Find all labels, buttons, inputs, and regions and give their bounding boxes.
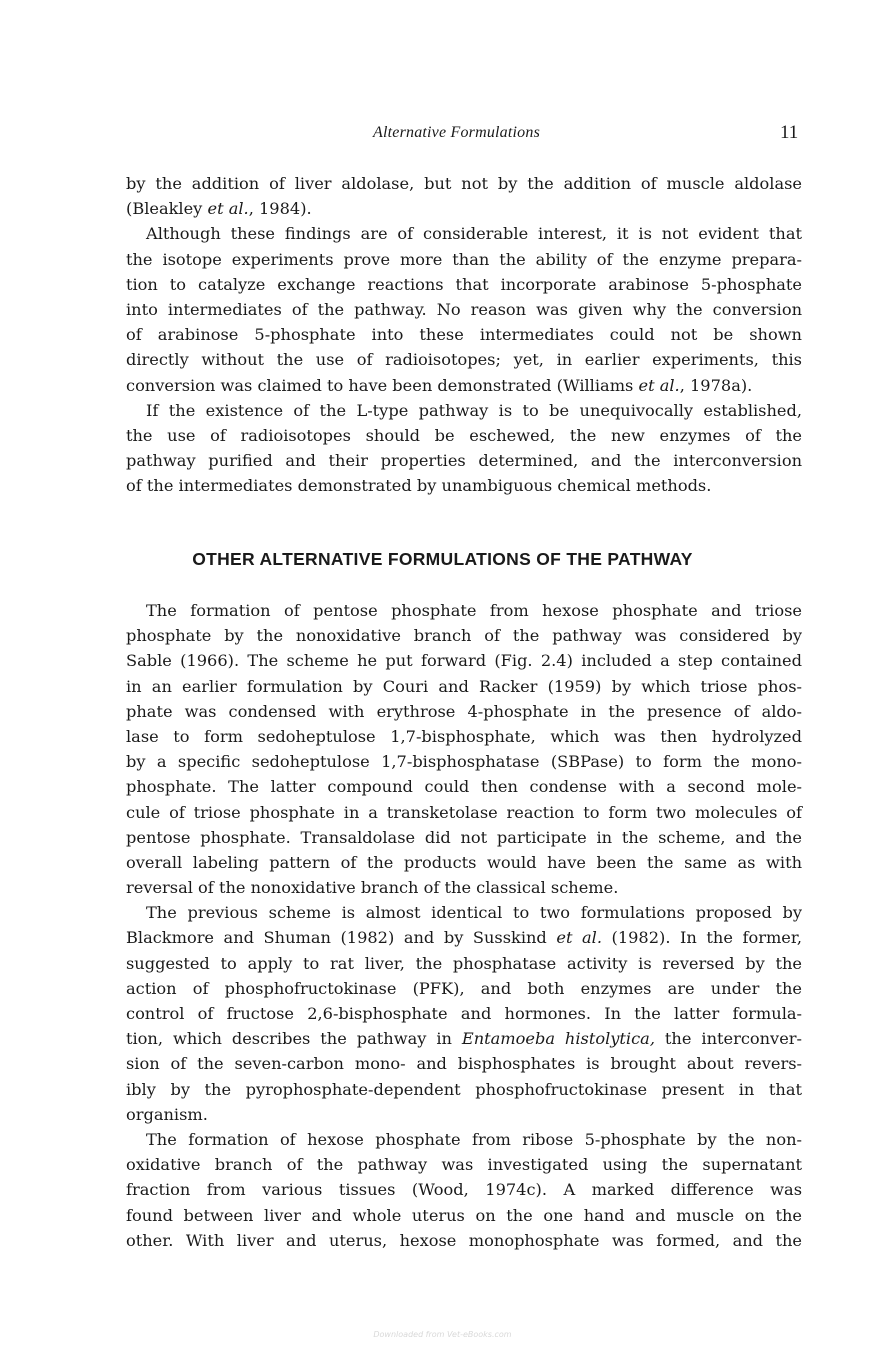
text-line: phosphate by the nonoxidative branch of the pathway was considered by	[126, 626, 802, 646]
text-line: of arabinose 5-phosphate into these intermediates could not be shown	[126, 325, 802, 345]
text-line: overall labeling pattern of the products would have been the same as with	[126, 852, 802, 872]
text-line: cule of triose phosphate in a transketolase reaction to form two molecules of	[126, 802, 802, 822]
body-text-top	[126, 171, 802, 498]
text-line: control of fructose 2,6-bisphosphate and hormones. In the latter formula-	[126, 1004, 802, 1023]
text-line: The previous scheme is almost identical to two formulations proposed by	[146, 903, 802, 923]
text-line: Blackmore and Shuman (1982) and by Susskind et al. (1982). In the former,	[126, 928, 802, 948]
text-line: action of phosphofructokinase (PFK), and both enzymes are under the	[126, 978, 802, 998]
text-line: pathway purified and their properties determined, and the interconversion	[126, 451, 802, 471]
body-text-bottom	[126, 598, 802, 1253]
text-line: of the intermediates demonstrated by unambiguous chemical methods.	[126, 476, 712, 496]
text-line: If the existence of the L-type pathway is to be unequivocally established,	[146, 400, 802, 420]
text-line: lase to form sedoheptulose 1,7-bisphosphate, which was then hydrolyzed	[126, 726, 802, 746]
text-line: the isotope experiments prove more than the ability of the enzyme prepara-	[126, 249, 802, 269]
text-line: The formation of hexose phosphate from ribose 5-phosphate by the non-	[146, 1129, 802, 1149]
text-line: found between liver and whole uterus on the one hand and muscle on the	[126, 1205, 802, 1225]
text-line: by a specific sedoheptulose 1,7-bisphosphatase (SBPase) to form the mono-	[126, 752, 802, 772]
text-line: suggested to apply to rat liver, the phosphatase activity is reversed by the	[126, 953, 802, 973]
text-line: directly without the use of radioisotopes; yet, in earlier experiments, this	[126, 350, 802, 370]
text-line: into intermediates of the pathway. No reason was given why the conversion	[126, 299, 802, 319]
text-line: ibly by the pyrophosphate-dependent phosphofructokinase present in that	[126, 1079, 802, 1099]
running-head	[0, 122, 885, 146]
text-line: fraction from various tissues (Wood, 1974c). A marked difference was	[126, 1180, 802, 1200]
text-line: oxidative branch of the pathway was investigated using the supernatant	[126, 1155, 802, 1175]
section-heading: OTHER ALTERNATIVE FORMULATIONS OF THE PATHWAY	[192, 549, 693, 569]
text-line: sion of the seven-carbon mono- and bisphosphates is brought about revers-	[126, 1054, 802, 1074]
running-title: Alternative Formulations	[373, 124, 541, 141]
text-line: Although these findings are of considerable interest, it is not evident that	[146, 224, 802, 244]
page-number: 11	[780, 122, 799, 143]
text-line: other. With liver and uterus, hexose monophosphate was formed, and the	[126, 1230, 802, 1250]
text-line: The formation of pentose phosphate from hexose phosphate and triose	[146, 601, 802, 620]
text-line: the use of radioisotopes should be eschewed, the new enzymes of the	[126, 425, 802, 445]
text-line: tion to catalyze exchange reactions that incorporate arabinose 5-phosphate	[126, 274, 802, 294]
text-line: organism.	[126, 1104, 208, 1124]
text-line: tion, which describes the pathway in Entamoeba histolytica, the interconver-	[126, 1029, 802, 1049]
text-line: in an earlier formulation by Couri and Racker (1959) by which triose phos-	[126, 676, 802, 696]
text-line: Sable (1966). The scheme he put forward (Fig. 2.4) included a step contained	[126, 651, 802, 671]
text-line: reversal of the nonoxidative branch of the classical scheme.	[126, 878, 619, 898]
text-line: phosphate. The latter compound could then condense with a second mole-	[126, 777, 802, 797]
text-line: by the addition of liver aldolase, but not by the addition of muscle aldolase	[126, 174, 802, 193]
text-line: pentose phosphate. Transaldolase did not participate in the scheme, and the	[126, 827, 802, 847]
text-line: phate was condensed with erythrose 4-phosphate in the presence of aldo-	[126, 701, 802, 721]
footer-watermark: Downloaded from Vet-eBooks.com	[373, 1330, 512, 1339]
text-line: (Bleakley et al., 1984).	[126, 199, 312, 219]
text-line: conversion was claimed to have been demonstrated (Williams et al., 1978a).	[126, 375, 753, 395]
